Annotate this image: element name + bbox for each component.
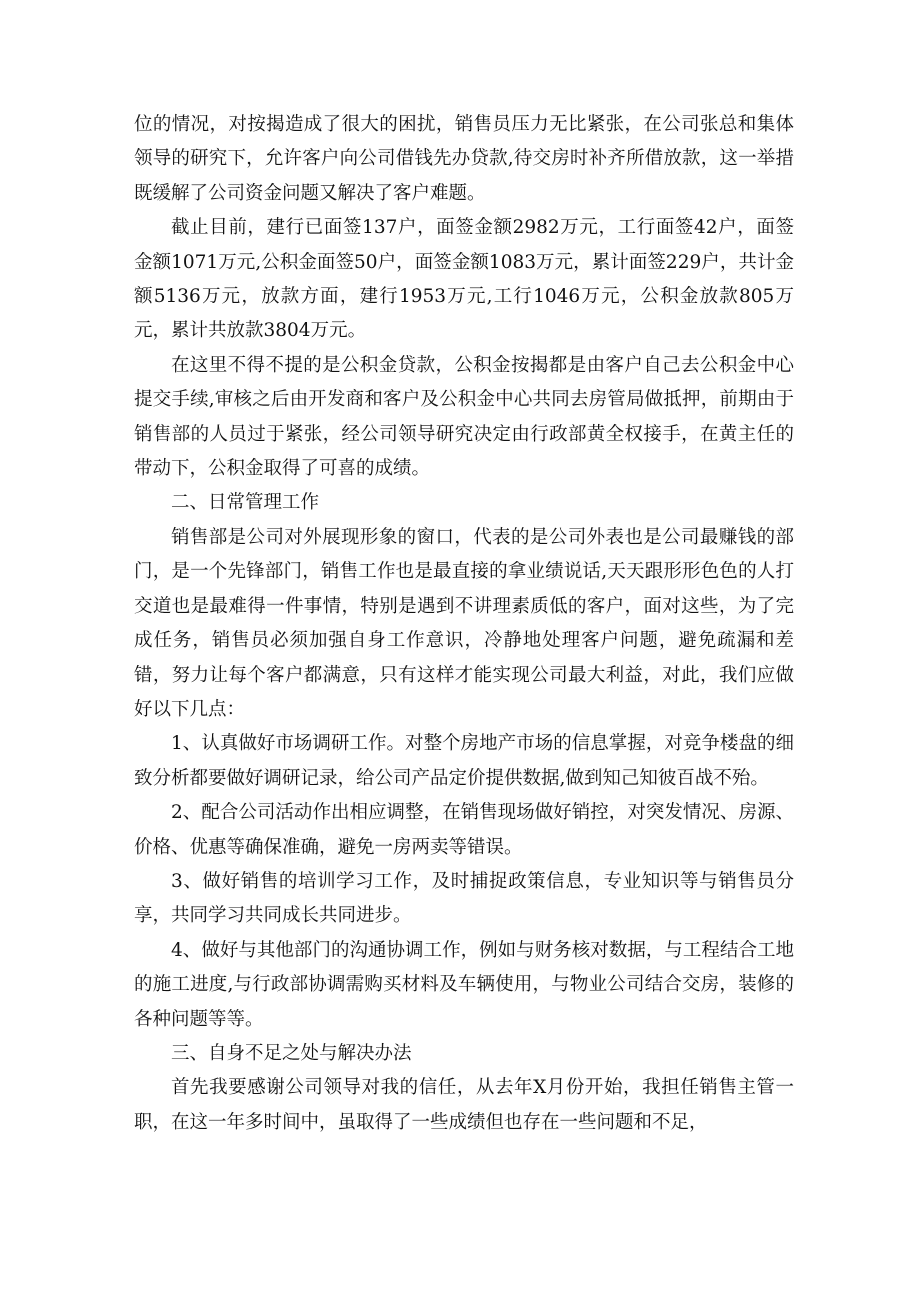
paragraph-point-3-training: 3、做好销售的培训学习工作，及时捕捉政策信息，专业知识等与销售员分享，共同学习共同成长共同进步。 [134,870,794,927]
document-page [134,108,794,1140]
section-heading-shortcomings: 三、自身不足之处与解决办法 [171,1042,412,1064]
paragraph-point-4-coordination: 4、做好与其他部门的沟通协调工作，例如与财务核对数据，与工程结合工地的施工进度,与行政部协调需购买材料及车辆使用，与物业公司结合交房，装修的各种问题等等。 [134,939,794,1030]
section-heading-daily-management: 二、日常管理工作 [171,492,320,514]
paragraph-loan-difficulty: 位的情况，对按揭造成了很大的困扰，销售员压力无比紧张，在公司张总和集体领导的研究下，允许客户向公司借钱先办贷款,待交房时补齐所借放款，这一举措既缓解了公司资金问题又解决了客户难题。 [134,114,794,204]
paragraph-housing-fund: 在这里不得不提的是公积金贷款，公积金按揭都是由客户自己去公积金中心提交手续,审核之后由开发商和客户及公积金中心共同去房管局做抵押，前期由于销售部的人员过于紧张，经公司领导研究决定由行政部黄全权接手，在黄主任的带动下，公积金取得了可喜的成绩。 [134,354,794,480]
paragraph-gratitude: 首先我要感谢公司领导对我的信任，从去年X月份开始，我担任销售主管一职，在这一年多时间中，虽取得了一些成绩但也存在一些问题和不足， [134,1077,794,1133]
paragraph-sales-department-role: 销售部是公司对外展现形象的窗口，代表的是公司外表也是公司最赚钱的部门，是一个先锋部门，销售工作也是最直接的拿业绩说话,天天跟形形色色的人打交道也是最难得一件事情，特别是遇到不讲理素质低的客户，面对这些，为了完成任务，销售员必须加强自身工作意识，冷静地处理客户问题，避免疏漏和差错，努力让每个客户都满意，只有这样才能实现公司最大利益，对此，我们应做好以下几点： [134,526,794,720]
paragraph-point-1-market-research: 1、认真做好市场调研工作。对整个房地产市场的信息掌握，对竞争楼盘的细致分析都要做好调研记录，给公司产品定价提供数据,做到知己知彼百战不殆。 [134,733,794,789]
paragraph-point-2-activity-adjustment: 2、配合公司活动作出相应调整，在销售现场做好销控，对突发情况、房源、价格、优惠等确保准确，避免一房两卖等错误。 [134,802,794,858]
paragraph-signing-statistics: 截止目前，建行已面签137户，面签金额2982万元，工行面签42户，面签金额1071万元,公积金面签50户，面签金额1083万元，累计面签229户，共计金额5136万元，放款方面，建行1953万元,工行1046万元，公积金放款805万元，累计共放款3804万元。 [134,217,794,342]
